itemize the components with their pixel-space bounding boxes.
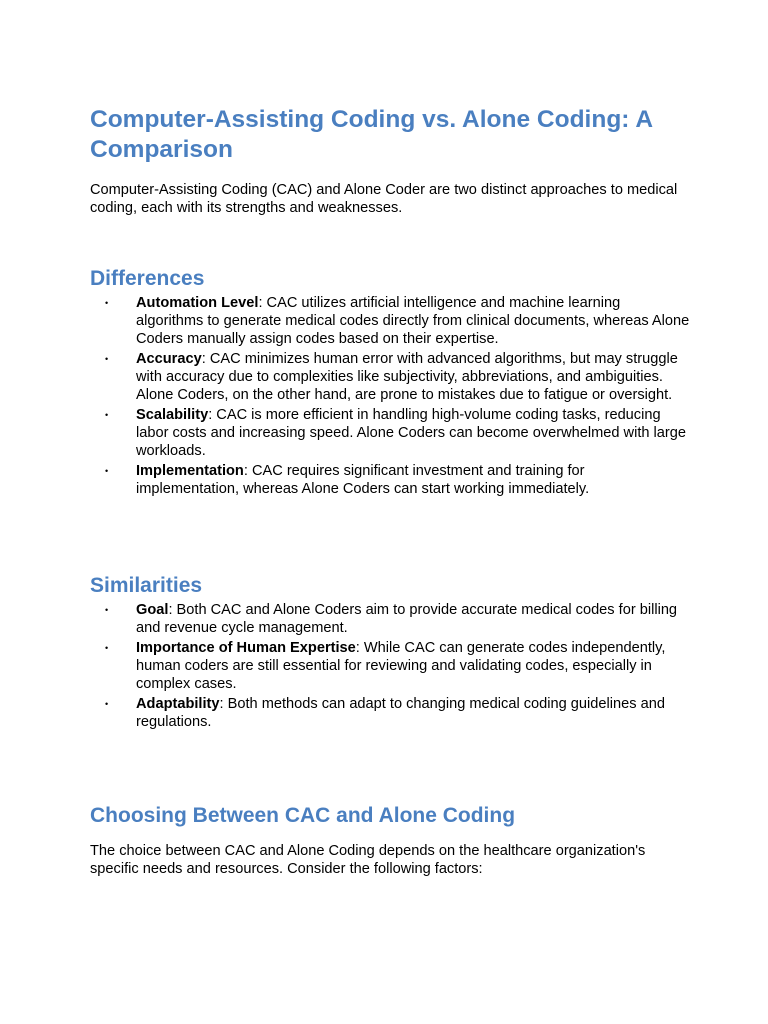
item-text: : CAC utilizes artificial intelligence and machine learning algorithms to generate medical codes directly from clinical documents, whereas Alone Coders manually assign codes based on their expertise.	[136, 295, 690, 347]
document-page	[90, 105, 690, 878]
document-title: Computer-Assisting Coding vs. Alone Coding: A Comparison	[90, 106, 653, 163]
bullet-icon: •	[105, 643, 109, 653]
intro-paragraph: Computer-Assisting Coding (CAC) and Alone Coder are two distinct approaches to medical coding, each with its strengths and weaknesses.	[90, 182, 678, 216]
list-item	[90, 406, 690, 460]
bullet-icon: •	[105, 466, 109, 476]
list-item	[90, 294, 690, 348]
list-item	[90, 350, 690, 404]
bullet-icon: •	[105, 354, 109, 364]
similarities-heading: Similarities	[90, 574, 203, 597]
similarities-list	[90, 601, 690, 731]
item-term: Implementation	[136, 463, 244, 479]
differences-heading: Differences	[90, 267, 205, 290]
choosing-paragraph: The choice between CAC and Alone Coding depends on the healthcare organization's specific needs and resources. Consider the following factors:	[90, 843, 646, 877]
item-term: Adaptability	[136, 696, 220, 712]
item-term: Automation Level	[136, 295, 259, 311]
item-term: Goal	[136, 602, 169, 618]
item-text: : CAC requires significant investment and training for implementation, whereas Alone Coders can start working immediately.	[136, 463, 590, 497]
item-text: : Both methods can adapt to changing medical coding guidelines and regulations.	[136, 696, 665, 730]
item-term: Importance of Human Expertise	[136, 640, 356, 656]
list-item	[90, 462, 690, 498]
choosing-heading: Choosing Between CAC and Alone Coding	[90, 804, 516, 827]
item-term: Accuracy	[136, 351, 202, 367]
list-item	[90, 639, 690, 693]
item-text: : CAC is more efficient in handling high-volume coding tasks, reducing labor costs and increasing speed. Alone Coders can become overwhelmed with large workloads.	[136, 407, 687, 459]
bullet-icon: •	[105, 410, 109, 420]
item-text: : While CAC can generate codes independently, human coders are still essential for reviewing and validating codes, especially in complex cases.	[136, 640, 666, 692]
bullet-icon: •	[105, 699, 109, 709]
list-item	[90, 601, 690, 637]
item-text: : Both CAC and Alone Coders aim to provide accurate medical codes for billing and revenue cycle management.	[136, 602, 678, 636]
item-text: : CAC minimizes human error with advanced algorithms, but may struggle with accuracy due to complexities like subjectivity, abbreviations, and ambiguities. Alone Coders, on the other hand, are prone to mistakes due to fatigue or oversight.	[136, 351, 678, 403]
bullet-icon: •	[105, 298, 109, 308]
list-item	[90, 695, 690, 731]
differences-list	[90, 294, 690, 498]
item-term: Scalability	[136, 407, 209, 423]
bullet-icon: •	[105, 605, 109, 615]
